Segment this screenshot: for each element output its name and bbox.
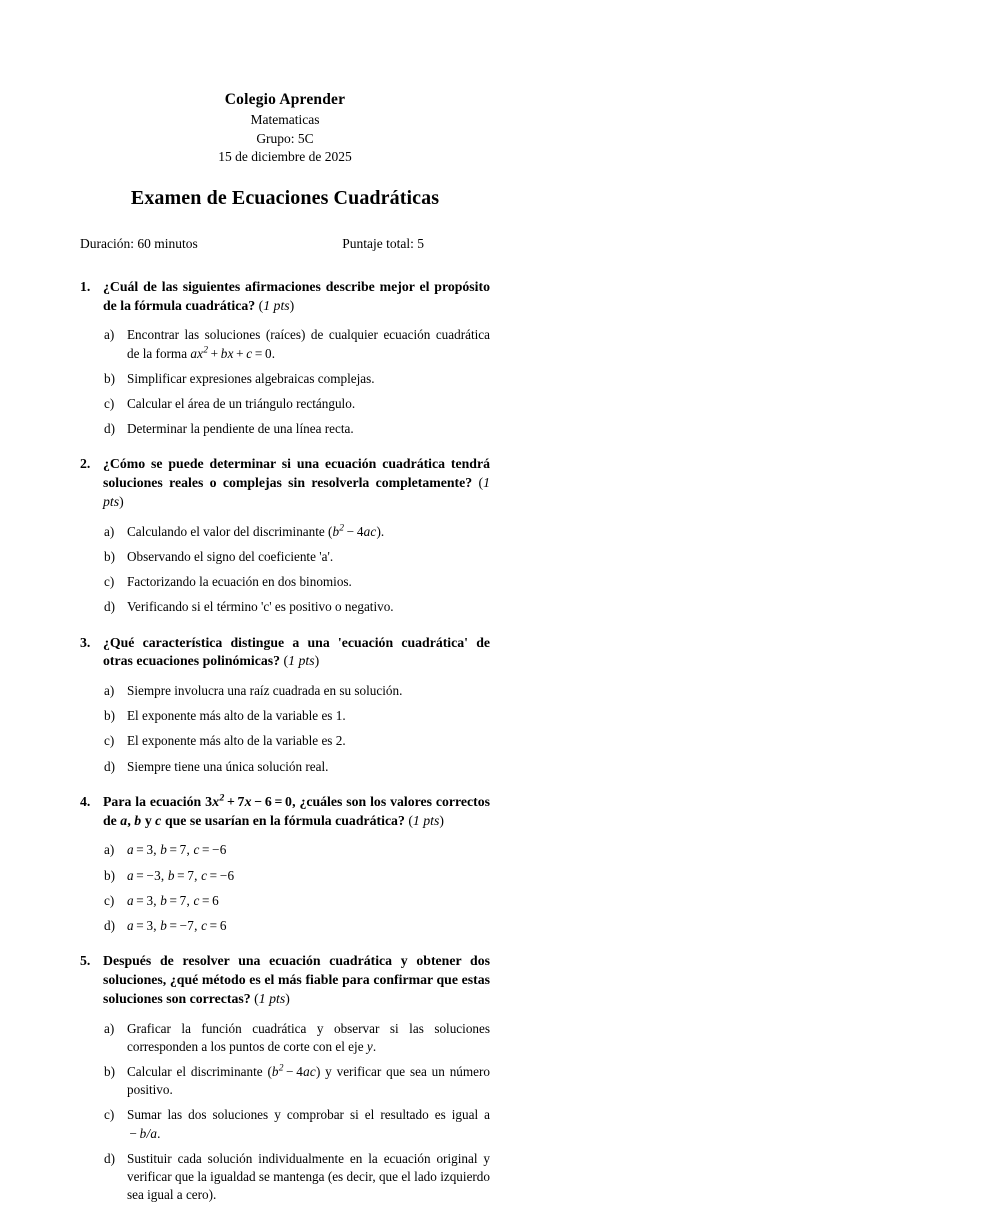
option-text: Encontrar las soluciones (raíces) de cualquier ecuación cuadrática de la forma $ax^2$ + bx + c = 0.	[127, 327, 490, 361]
school-name: Colegio Aprender	[224, 91, 346, 108]
option-text: Verificando si el término 'c' es positivo o negativo.	[127, 599, 394, 615]
options-list	[104, 682, 490, 776]
option-a[interactable]	[104, 326, 490, 362]
option-c[interactable]	[104, 732, 490, 750]
option-text: Calculando el valor del discriminante $(b^2 - 4ac)$.	[127, 523, 385, 539]
math-variable-c: c	[155, 812, 162, 828]
option-label: b)	[104, 867, 115, 883]
math-expression: y	[366, 1038, 373, 1054]
option-text: Sumar las dos soluciones y comprobar si el resultado es igual a − b/a.	[127, 1107, 490, 1141]
option-text: Sustituir cada solución individualmente en la ecuación original y verificar que la igualdad se mantenga (es decir, que el lado izquierdo sea igual a cero).	[127, 1150, 490, 1203]
question-stem: Después de resolver una ecuación cuadrática y obtener dos soluciones, ¿qué método es el más fiable para confirmar que estas soluciones son correctas?	[103, 953, 490, 1006]
option-a[interactable]	[104, 523, 490, 541]
option-d[interactable]	[104, 598, 490, 616]
option-label: c)	[104, 1107, 115, 1123]
option-a[interactable]	[104, 841, 490, 859]
option-text: Siempre tiene una única solución real.	[127, 758, 329, 774]
question-3	[80, 634, 490, 776]
option-text: a = 3, b = 7, c = 6	[127, 892, 219, 908]
option-label: a)	[104, 523, 115, 539]
math-expression: − b/a	[129, 1125, 158, 1141]
option-b[interactable]	[104, 1063, 490, 1099]
option-b[interactable]	[104, 548, 490, 566]
option-text: a = 3, b = −7, c = 6	[127, 918, 227, 934]
question-number: 3.	[80, 634, 91, 650]
question-stem: ¿Qué característica distingue a una 'ecuación cuadrática' de otras ecuaciones polinómicas?	[103, 634, 490, 669]
option-d[interactable]	[104, 420, 490, 438]
question-5	[80, 952, 490, 1204]
option-label: c)	[104, 574, 115, 590]
option-text: Simplificar expresiones algebraicas complejas.	[127, 370, 375, 386]
option-text: Calcular el área de un triángulo rectángulo.	[127, 395, 356, 411]
option-label: a)	[104, 327, 115, 343]
options-list	[104, 841, 490, 935]
question-stem: ¿Cuál de las siguientes afirmaciones describe mejor el propósito de la fórmula cuadrática?	[103, 278, 490, 313]
option-label: c)	[104, 892, 115, 908]
option-text: Calcular el discriminante $(b^2 - 4ac)$ y verificar que sea un número positivo.	[127, 1063, 490, 1098]
option-label: c)	[104, 395, 115, 411]
math-expression: $b^2 - 4ac$	[271, 1063, 316, 1079]
question-stem: ¿Cómo se puede determinar si una ecuación cuadrática tendrá soluciones reales o complejas sin resolverla completamente?	[103, 456, 490, 491]
option-d[interactable]	[104, 917, 490, 935]
question-points: (1 pts)	[283, 653, 320, 669]
option-text: Determinar la pendiente de una línea recta.	[127, 421, 354, 437]
option-d[interactable]	[104, 758, 490, 776]
option-label: d)	[104, 1150, 115, 1166]
question-text	[103, 278, 490, 316]
option-label: b)	[104, 370, 115, 386]
option-a[interactable]	[104, 682, 490, 700]
option-text: El exponente más alto de la variable es 1.	[127, 708, 346, 724]
exam-page	[80, 0, 490, 1214]
option-label: a)	[104, 842, 115, 858]
option-text: Siempre involucra una raíz cuadrada en su solución.	[127, 683, 403, 699]
question-points: (1 pts)	[103, 475, 490, 509]
option-label: d)	[104, 599, 115, 615]
question-number: 5.	[80, 953, 91, 969]
option-label: d)	[104, 421, 115, 437]
option-b[interactable]	[104, 707, 490, 725]
question-1	[80, 278, 490, 439]
math-expression: $ax^2$ + bx + c = 0	[190, 345, 272, 361]
option-label: a)	[104, 1020, 115, 1036]
questions-list	[80, 278, 490, 1205]
option-b[interactable]	[104, 867, 490, 885]
option-label: a)	[104, 683, 115, 699]
option-label: b)	[104, 548, 115, 564]
options-list	[104, 326, 490, 438]
math-expression: $b^2 - 4ac$	[332, 523, 377, 539]
options-list	[104, 1020, 490, 1205]
option-c[interactable]	[104, 395, 490, 413]
option-text: a = −3, b = 7, c = −6	[127, 867, 235, 883]
option-label: c)	[104, 733, 115, 749]
document-header	[80, 0, 490, 210]
question-number: 2.	[80, 456, 91, 472]
total-points-label: Puntaje total: 5	[342, 235, 424, 251]
option-label: b)	[104, 708, 115, 724]
option-b[interactable]	[104, 370, 490, 388]
exam-date: 15 de diciembre de 2025	[218, 149, 352, 165]
option-c[interactable]	[104, 892, 490, 910]
question-points: (1 pts)	[254, 990, 290, 1006]
option-text: Graficar la función cuadrática y observar si las soluciones corresponden a los puntos de corte con el eje y.	[127, 1020, 490, 1054]
math-expression: $3x^2 + 7x - 6 = 0$	[205, 792, 293, 809]
option-text: Factorizando la ecuación en dos binomios.	[127, 574, 352, 590]
duration-label: Duración: 60 minutos	[80, 235, 198, 251]
question-4	[80, 793, 490, 935]
page-title: Examen de Ecuaciones Cuadráticas	[130, 186, 440, 209]
option-text: El exponente más alto de la variable es 2.	[127, 733, 346, 749]
math-variable-b: b	[134, 812, 142, 828]
question-2	[80, 455, 490, 616]
math-variable-a: a	[120, 812, 128, 828]
option-text: Observando el signo del coeficiente 'a'.	[127, 548, 334, 564]
subject-name: Matematicas	[250, 111, 320, 127]
exam-meta	[80, 236, 490, 252]
question-text	[103, 952, 490, 1008]
option-label: b)	[104, 1063, 115, 1079]
question-points: (1 pts)	[258, 297, 295, 313]
option-a[interactable]	[104, 1020, 490, 1056]
question-text: Para la ecuación $3x^2 + 7x - 6 = 0$, ¿cuáles son los valores correctos de a, b y c que se usarían en la fórmula cuadrática? (1 pts)	[103, 792, 490, 828]
option-c[interactable]	[104, 1106, 490, 1142]
question-text	[103, 455, 490, 511]
option-text: a = 3, b = 7, c = −6	[127, 842, 227, 858]
question-text	[103, 634, 490, 672]
option-d[interactable]	[104, 1150, 490, 1205]
group-name: Grupo: 5C	[256, 130, 314, 146]
question-points: (1 pts)	[408, 812, 444, 828]
option-label: d)	[104, 918, 115, 934]
question-number: 4.	[80, 793, 91, 809]
question-number: 1.	[80, 278, 91, 294]
option-c[interactable]	[104, 573, 490, 591]
options-list	[104, 523, 490, 617]
option-label: d)	[104, 758, 115, 774]
